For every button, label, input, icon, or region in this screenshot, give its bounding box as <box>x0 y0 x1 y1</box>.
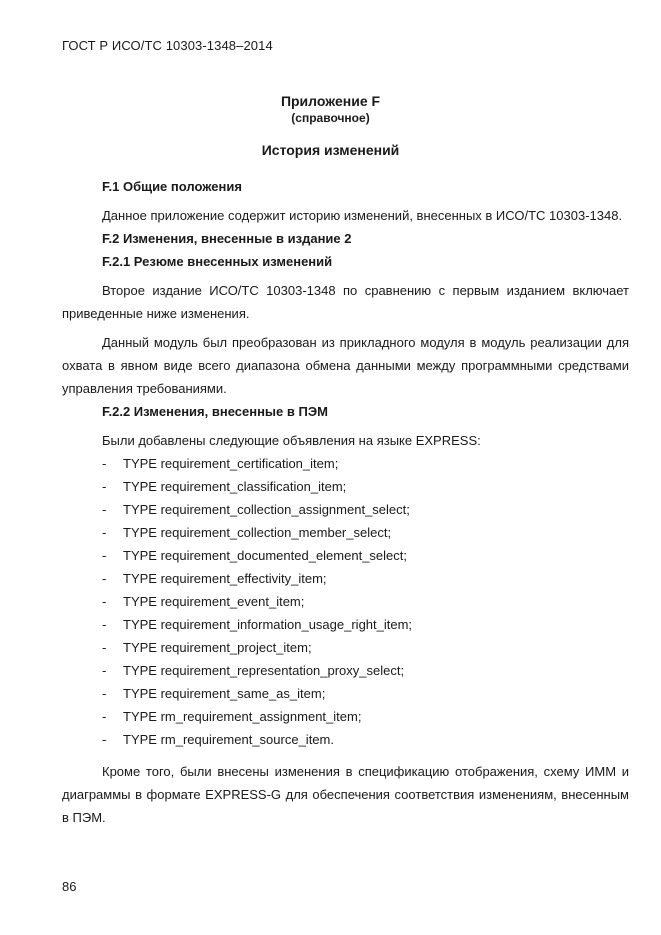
list-item <box>62 521 629 544</box>
list-item <box>62 659 629 682</box>
list-item-text: TYPE requirement_same_as_item; <box>123 686 326 701</box>
list-item <box>62 682 629 705</box>
dash-bullet: - <box>102 571 107 586</box>
dash-bullet: - <box>102 548 107 563</box>
list-item-text: TYPE requirement_effectivity_item; <box>123 571 327 586</box>
section-f1-heading: F.1 Общие положения <box>102 179 242 194</box>
section-f22-closing: Кроме того, были внесены изменения в спецификацию отображения, схему ИММ и диаграммы в формате EXPRESS-G для обеспечения соответствия изменениям, внесенным в ПЭМ. <box>62 764 629 825</box>
history-title: История изменений <box>261 142 400 158</box>
list-item-text: TYPE requirement_project_item; <box>123 640 312 655</box>
section-f1-text: Данное приложение содержит историю изменений, внесенных в ИСО/ТС 10303-1348. <box>102 208 623 223</box>
list-item <box>62 590 629 613</box>
section-f22-intro: Были добавлены следующие объявления на языке EXPRESS: <box>102 433 481 448</box>
dash-bullet: - <box>102 479 107 494</box>
express-declarations-list <box>62 452 629 751</box>
document-body <box>62 175 629 829</box>
list-item <box>62 728 629 751</box>
list-item <box>62 636 629 659</box>
list-item <box>62 475 629 498</box>
list-item-text: TYPE requirement_certification_item; <box>123 456 339 471</box>
list-item-text: TYPE requirement_event_item; <box>123 594 305 609</box>
dash-bullet: - <box>102 640 107 655</box>
list-item-text: TYPE rm_requirement_assignment_item; <box>123 709 362 724</box>
dash-bullet: - <box>102 709 107 724</box>
list-item <box>62 705 629 728</box>
list-item-text: TYPE requirement_documented_element_select; <box>123 548 407 563</box>
dash-bullet: - <box>102 525 107 540</box>
list-item-text: TYPE rm_requirement_source_item. <box>123 732 334 747</box>
list-item-text: TYPE requirement_representation_proxy_select; <box>123 663 405 678</box>
dash-bullet: - <box>102 617 107 632</box>
page-number: 86 <box>62 879 77 894</box>
section-f21-heading: F.2.1 Резюме внесенных изменений <box>102 254 333 269</box>
dash-bullet: - <box>102 663 107 678</box>
standard-header: ГОСТ Р ИСО/ТС 10303-1348–2014 <box>62 38 273 53</box>
appendix-title: Приложение F <box>280 93 381 109</box>
section-f21-para2: Данный модуль был преобразован из прикладного модуля в модуль реализации для охвата в явном виде всего диапазона обмена данными между программными средствами управления требованиями. <box>62 335 629 396</box>
list-item <box>62 544 629 567</box>
dash-bullet: - <box>102 502 107 517</box>
section-f22-heading: F.2.2 Изменения, внесенные в ПЭМ <box>102 404 328 419</box>
list-item-text: TYPE requirement_information_usage_right_item; <box>123 617 413 632</box>
dash-bullet: - <box>102 456 107 471</box>
list-item-text: TYPE requirement_classification_item; <box>123 479 347 494</box>
list-item <box>62 613 629 636</box>
section-f21-para1: Второе издание ИСО/ТС 10303-1348 по сравнению с первым изданием включает приведенные ниже изменения. <box>62 283 629 321</box>
dash-bullet: - <box>102 594 107 609</box>
list-item-text: TYPE requirement_collection_assignment_select; <box>123 502 410 517</box>
section-f2-heading: F.2 Изменения, внесенные в издание 2 <box>102 231 352 246</box>
list-item <box>62 452 629 475</box>
dash-bullet: - <box>102 686 107 701</box>
list-item <box>62 498 629 521</box>
dash-bullet: - <box>102 732 107 747</box>
list-item <box>62 567 629 590</box>
appendix-subtitle: (справочное) <box>291 111 370 125</box>
list-item-text: TYPE requirement_collection_member_select; <box>123 525 392 540</box>
